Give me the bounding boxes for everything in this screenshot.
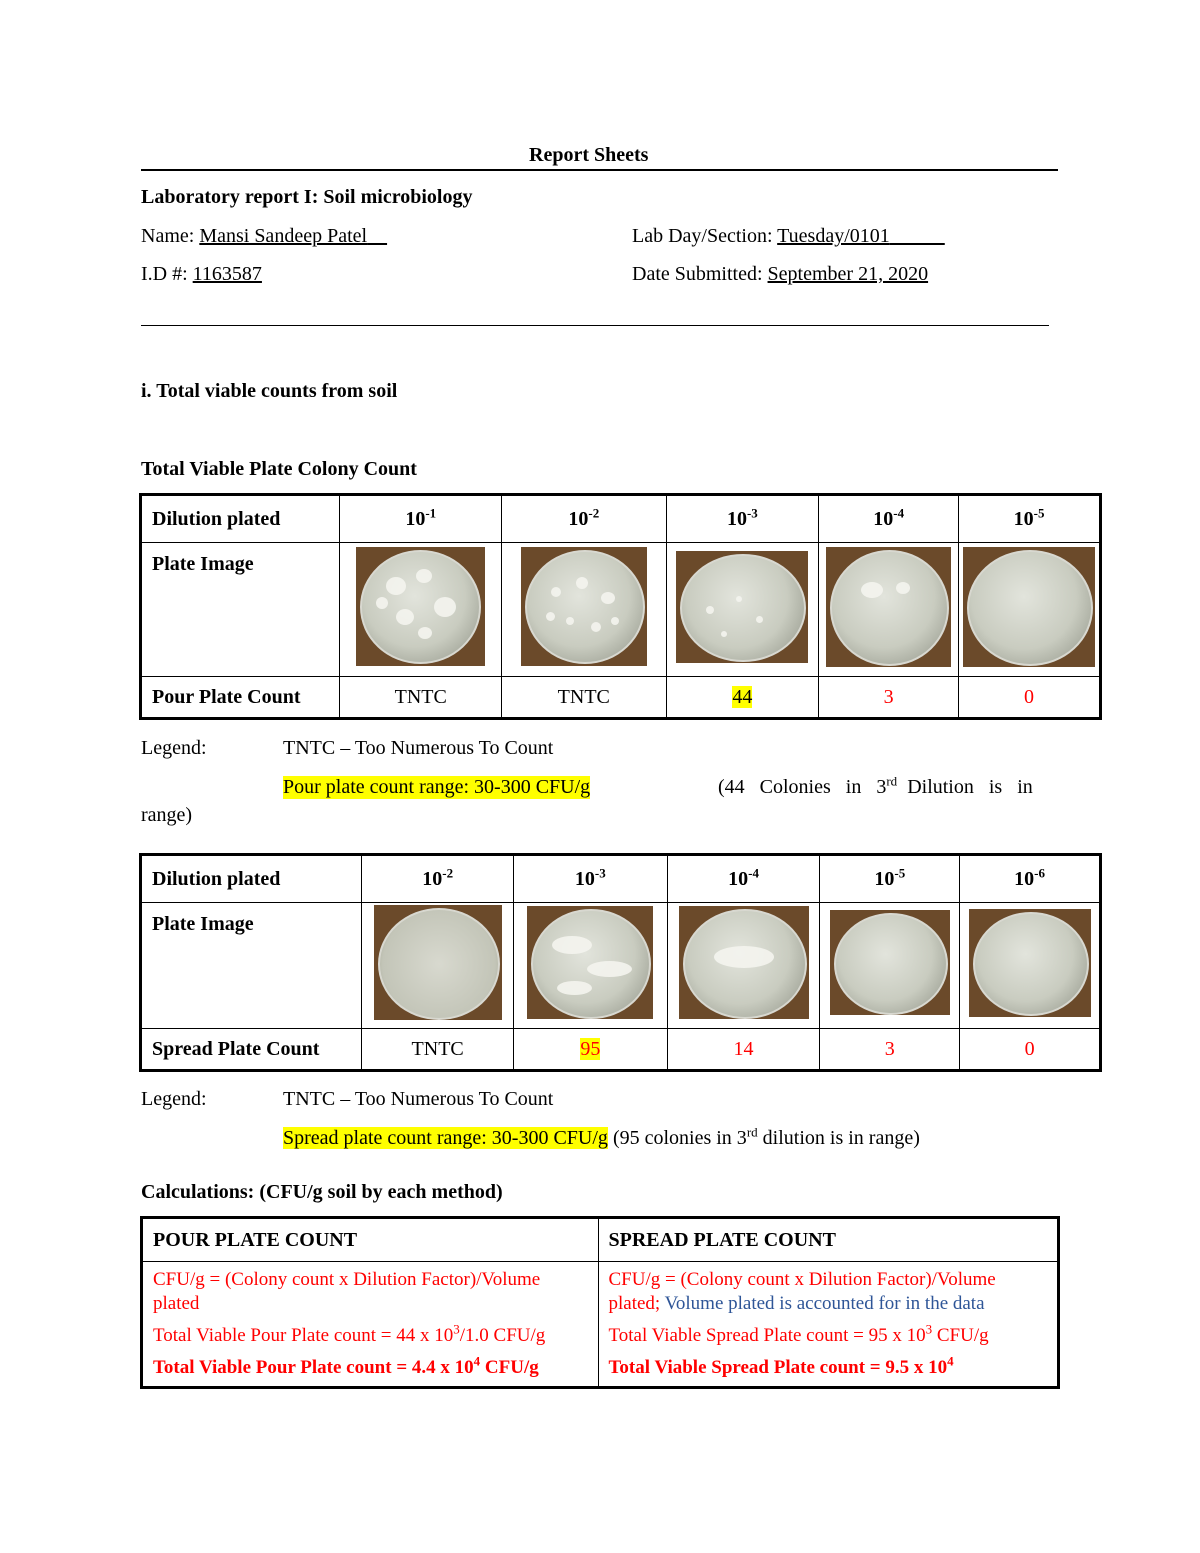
- pour-formula: CFU/g = (Colony count x Dilution Factor)/Volume plated: [153, 1269, 541, 1314]
- count-row: [141, 677, 1101, 719]
- dilution-header: $10^{-4}$: [819, 495, 959, 543]
- dilution-header: $10^{-3}$: [666, 495, 819, 543]
- count-cell: 14: [667, 1029, 820, 1071]
- dilution-row: [141, 855, 1101, 903]
- count-label: Pour Plate Count: [141, 677, 340, 719]
- plate-image-label: Plate Image: [141, 903, 362, 1029]
- plate-image-label: Plate Image: [141, 543, 340, 677]
- plate-photo: [969, 909, 1091, 1017]
- pour-range-note: Pour plate count range: 30-300 CFU/g: [283, 776, 591, 798]
- count-cell: 3: [819, 677, 959, 719]
- pour-in-range-note: (44 Colonies in 3rd Dilution is in: [718, 773, 1033, 798]
- dilution-header: $10^{-5}$: [959, 495, 1101, 543]
- lab-label: Lab Day/Section:: [632, 225, 778, 247]
- count-cell-highlighted: 95: [580, 1037, 601, 1060]
- plate-photo: [374, 905, 502, 1020]
- section-heading: i. Total viable counts from soil: [141, 380, 398, 402]
- count-cell: TNTC: [362, 1029, 514, 1071]
- count-cell: 0: [959, 677, 1101, 719]
- dilution-header: $10^{-4}$: [667, 855, 820, 903]
- spread-result: Total Viable Spread Plate count = 9.5 x $10^4$: [608, 1353, 954, 1378]
- name-label: Name:: [141, 225, 200, 247]
- spread-calculation: Total Viable Spread Plate count = 95 x $10^3$ CFU/g: [608, 1321, 989, 1346]
- id-value: 1163587: [192, 263, 262, 285]
- count-row: [141, 1029, 1101, 1071]
- report-title: Laboratory report I: Soil microbiology: [141, 186, 473, 208]
- pour-result: Total Viable Pour Plate count = 4.4 x $10^4$ CFU/g: [153, 1353, 539, 1378]
- name-value: Mansi Sandeep Patel: [199, 225, 368, 247]
- spread-range-line: Spread plate count range: 30-300 CFU/g (95 colonies in 3rd dilution is in range): [283, 1124, 920, 1149]
- legend-tntc: TNTC – Too Numerous To Count: [283, 1088, 554, 1110]
- spread-calculation-cell: [598, 1262, 1059, 1388]
- date-label: Date Submitted:: [632, 263, 768, 285]
- dilution-label: Dilution plated: [141, 855, 362, 903]
- legend-label: Legend:: [141, 737, 207, 759]
- plate-photo: [830, 910, 950, 1015]
- calculations-heading: Calculations: (CFU/g soil by each method): [141, 1181, 503, 1203]
- calculations-table: [140, 1216, 1060, 1389]
- pour-in-range-wrap: range): [141, 804, 193, 826]
- count-label: Spread Plate Count: [141, 1029, 362, 1071]
- lab-value: Tuesday/0101: [777, 225, 890, 247]
- page-title: Report Sheets: [529, 144, 649, 166]
- plate-photo: [676, 551, 808, 663]
- date-value: September 21, 2020: [767, 263, 929, 285]
- plate-photo: [826, 547, 951, 667]
- pour-calculation: Total Viable Pour Plate count = 44 x $10^3/1.0$ CFU/g: [153, 1321, 546, 1346]
- lab-field: [632, 225, 945, 248]
- plate-photo: [963, 547, 1095, 667]
- spread-plate-header: SPREAD PLATE COUNT: [598, 1218, 1059, 1262]
- count-cell: 0: [960, 1029, 1101, 1071]
- plate-photo: [521, 547, 647, 666]
- plate-photo: [356, 547, 485, 666]
- dilution-header: $10^{-6}$: [960, 855, 1101, 903]
- count-cell-highlighted: 44: [732, 685, 753, 708]
- spread-plate-table: [139, 853, 1102, 1072]
- dilution-header: $10^{-2}$: [362, 855, 514, 903]
- count-cell: TNTC: [502, 677, 667, 719]
- plate-photo: [527, 906, 653, 1019]
- dilution-header: $10^{-3}$: [514, 855, 668, 903]
- id-label: I.D #:: [141, 263, 193, 285]
- dilution-header: $10^{-2}$: [502, 495, 667, 543]
- plate-photo: [679, 906, 809, 1019]
- spread-volume-note: Volume plated is accounted for in the data: [660, 1293, 985, 1314]
- count-cell: TNTC: [340, 677, 502, 719]
- pour-calculation-cell: [142, 1262, 599, 1388]
- pour-plate-header: POUR PLATE COUNT: [142, 1218, 599, 1262]
- date-field: [632, 263, 928, 286]
- dilution-header: $10^{-1}$: [340, 495, 502, 543]
- title-rule: [141, 169, 1058, 171]
- plate-image-row: [141, 903, 1101, 1029]
- table-caption: Total Viable Plate Colony Count: [141, 458, 417, 480]
- dilution-label: Dilution plated: [141, 495, 340, 543]
- id-field: [141, 263, 262, 286]
- spread-range-note: Spread plate count range: 30-300 CFU/g: [283, 1127, 608, 1149]
- name-field: [141, 225, 387, 248]
- plate-image-row: [141, 543, 1101, 677]
- spread-formula: CFU/g = (Colony count x Dilution Factor)/Volume plated; Volume plated is accounted for in the data: [608, 1269, 996, 1314]
- pour-plate-table: [139, 493, 1102, 720]
- legend-tntc: TNTC – Too Numerous To Count: [283, 737, 554, 759]
- header-rule: [141, 325, 1049, 326]
- legend-label: Legend:: [141, 1088, 207, 1110]
- count-cell: 3: [820, 1029, 960, 1071]
- dilution-row: [141, 495, 1101, 543]
- dilution-header: $10^{-5}$: [820, 855, 960, 903]
